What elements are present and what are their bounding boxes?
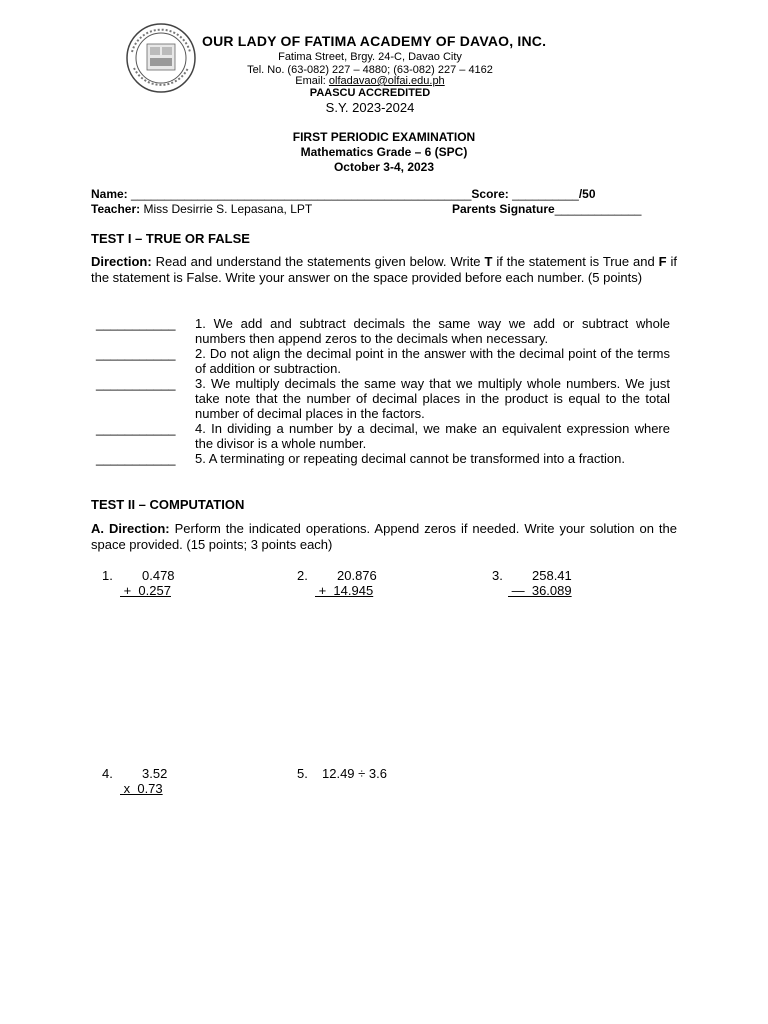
score-label: Score: bbox=[471, 187, 513, 201]
name-score-row bbox=[91, 187, 596, 201]
direction-label: A. Direction: bbox=[91, 521, 175, 536]
problem-4 bbox=[102, 766, 262, 800]
answer-blank-1[interactable]: ___________ bbox=[96, 316, 176, 331]
problem-1 bbox=[102, 568, 262, 602]
problem-number: 1. bbox=[102, 568, 113, 583]
tf-item-4: 4. In dividing a number by a decimal, we make an equivalent expression where the divisor is a whole number. bbox=[195, 421, 670, 451]
teacher-row bbox=[91, 202, 312, 216]
problem-top-operand: 3.52 bbox=[142, 766, 168, 781]
answer-blank-2[interactable]: ___________ bbox=[96, 346, 176, 361]
school-email-line bbox=[200, 75, 540, 87]
problem-bottom-operand: — 36.089 bbox=[508, 583, 572, 598]
teacher-name: Miss Desirrie S. Lepasana, LPT bbox=[143, 202, 313, 216]
exam-subject: Mathematics Grade – 6 (SPC) bbox=[300, 145, 468, 159]
name-label: Name: bbox=[91, 187, 132, 201]
true-letter: T bbox=[484, 254, 493, 269]
tf-item-3: 3. We multiply decimals the same way that we multiply whole numbers. We just take note that the number of decimal places in the product is equal to the total number of decimal places in the factors. bbox=[195, 376, 670, 421]
exam-date: October 3-4, 2023 bbox=[333, 160, 435, 174]
problem-2 bbox=[297, 568, 457, 602]
answer-blank-5[interactable]: ___________ bbox=[96, 451, 176, 466]
problem-bottom-operand: + 14.945 bbox=[315, 583, 374, 598]
school-address: Fatima Street, Brgy. 24-C, Davao City bbox=[278, 51, 462, 63]
problem-number: 5. bbox=[297, 766, 308, 781]
school-year: S.Y. 2023-2024 bbox=[325, 100, 415, 115]
problem-number: 2. bbox=[297, 568, 308, 583]
problem-number: 3. bbox=[492, 568, 503, 583]
tf-item-1: 1. We add and subtract decimals the same way we add or subtract whole numbers then append zeros to the decimals when necessary. bbox=[195, 316, 670, 346]
problem-expression: 12.49 ÷ 3.6 bbox=[322, 766, 387, 781]
parents-signature-blank[interactable]: _____________ bbox=[554, 202, 642, 216]
problem-top-operand: 258.41 bbox=[532, 568, 572, 583]
direction-text: if the statement is True and bbox=[492, 254, 659, 269]
accreditation: PAASCU ACCREDITED bbox=[309, 87, 431, 99]
direction-label: Direction: bbox=[91, 254, 156, 269]
test1-heading: TEST I – TRUE OR FALSE bbox=[91, 231, 250, 246]
name-blank[interactable]: ___________________________________________________ bbox=[131, 187, 472, 201]
answer-blank-4[interactable]: ___________ bbox=[96, 421, 176, 436]
tf-item-2: 2. Do not align the decimal point in the answer with the decimal point of the terms of addition or subtraction. bbox=[195, 346, 670, 376]
score-total: /50 bbox=[578, 187, 596, 201]
problem-top-operand: 20.876 bbox=[337, 568, 377, 583]
problem-3 bbox=[492, 568, 652, 602]
test2-direction bbox=[91, 521, 677, 553]
score-blank[interactable]: __________ bbox=[512, 187, 579, 201]
problem-bottom-operand: x 0.73 bbox=[120, 781, 163, 796]
tf-item-5: 5. A terminating or repeating decimal cannot be transformed into a fraction. bbox=[195, 451, 625, 466]
exam-title: FIRST PERIODIC EXAMINATION bbox=[292, 130, 476, 144]
school-seal-icon bbox=[120, 22, 202, 94]
problem-top-operand: 0.478 bbox=[142, 568, 175, 583]
email-link[interactable]: olfadavao@olfai.edu.ph bbox=[328, 75, 445, 87]
false-letter: F bbox=[658, 254, 667, 269]
direction-text: Perform the indicated operations. Append zeros if needed. Write your solution on the space provided. (15 points; 3 points each) bbox=[91, 521, 677, 552]
school-phone: Tel. No. (63-082) 227 – 4880; (63-082) 227 – 4162 bbox=[247, 64, 493, 76]
direction-text: Read and understand the statements given below. Write bbox=[155, 254, 485, 269]
school-name: OUR LADY OF FATIMA ACADEMY OF DAVAO, INC. bbox=[202, 33, 547, 49]
test1-direction bbox=[91, 254, 677, 286]
problem-bottom-operand: + 0.257 bbox=[120, 583, 171, 598]
problem-5 bbox=[297, 766, 497, 800]
test2-heading: TEST II – COMPUTATION bbox=[91, 497, 245, 512]
answer-blank-3[interactable]: ___________ bbox=[96, 376, 176, 391]
parents-signature-label: Parents Signature bbox=[452, 202, 555, 216]
parents-signature-row bbox=[452, 202, 641, 216]
problem-number: 4. bbox=[102, 766, 113, 781]
direction-text: if the statement is False. Write your answer on the space provided before each number. (5 points) bbox=[91, 254, 677, 285]
teacher-label: Teacher: bbox=[91, 202, 144, 216]
email-label: Email: bbox=[295, 75, 329, 87]
